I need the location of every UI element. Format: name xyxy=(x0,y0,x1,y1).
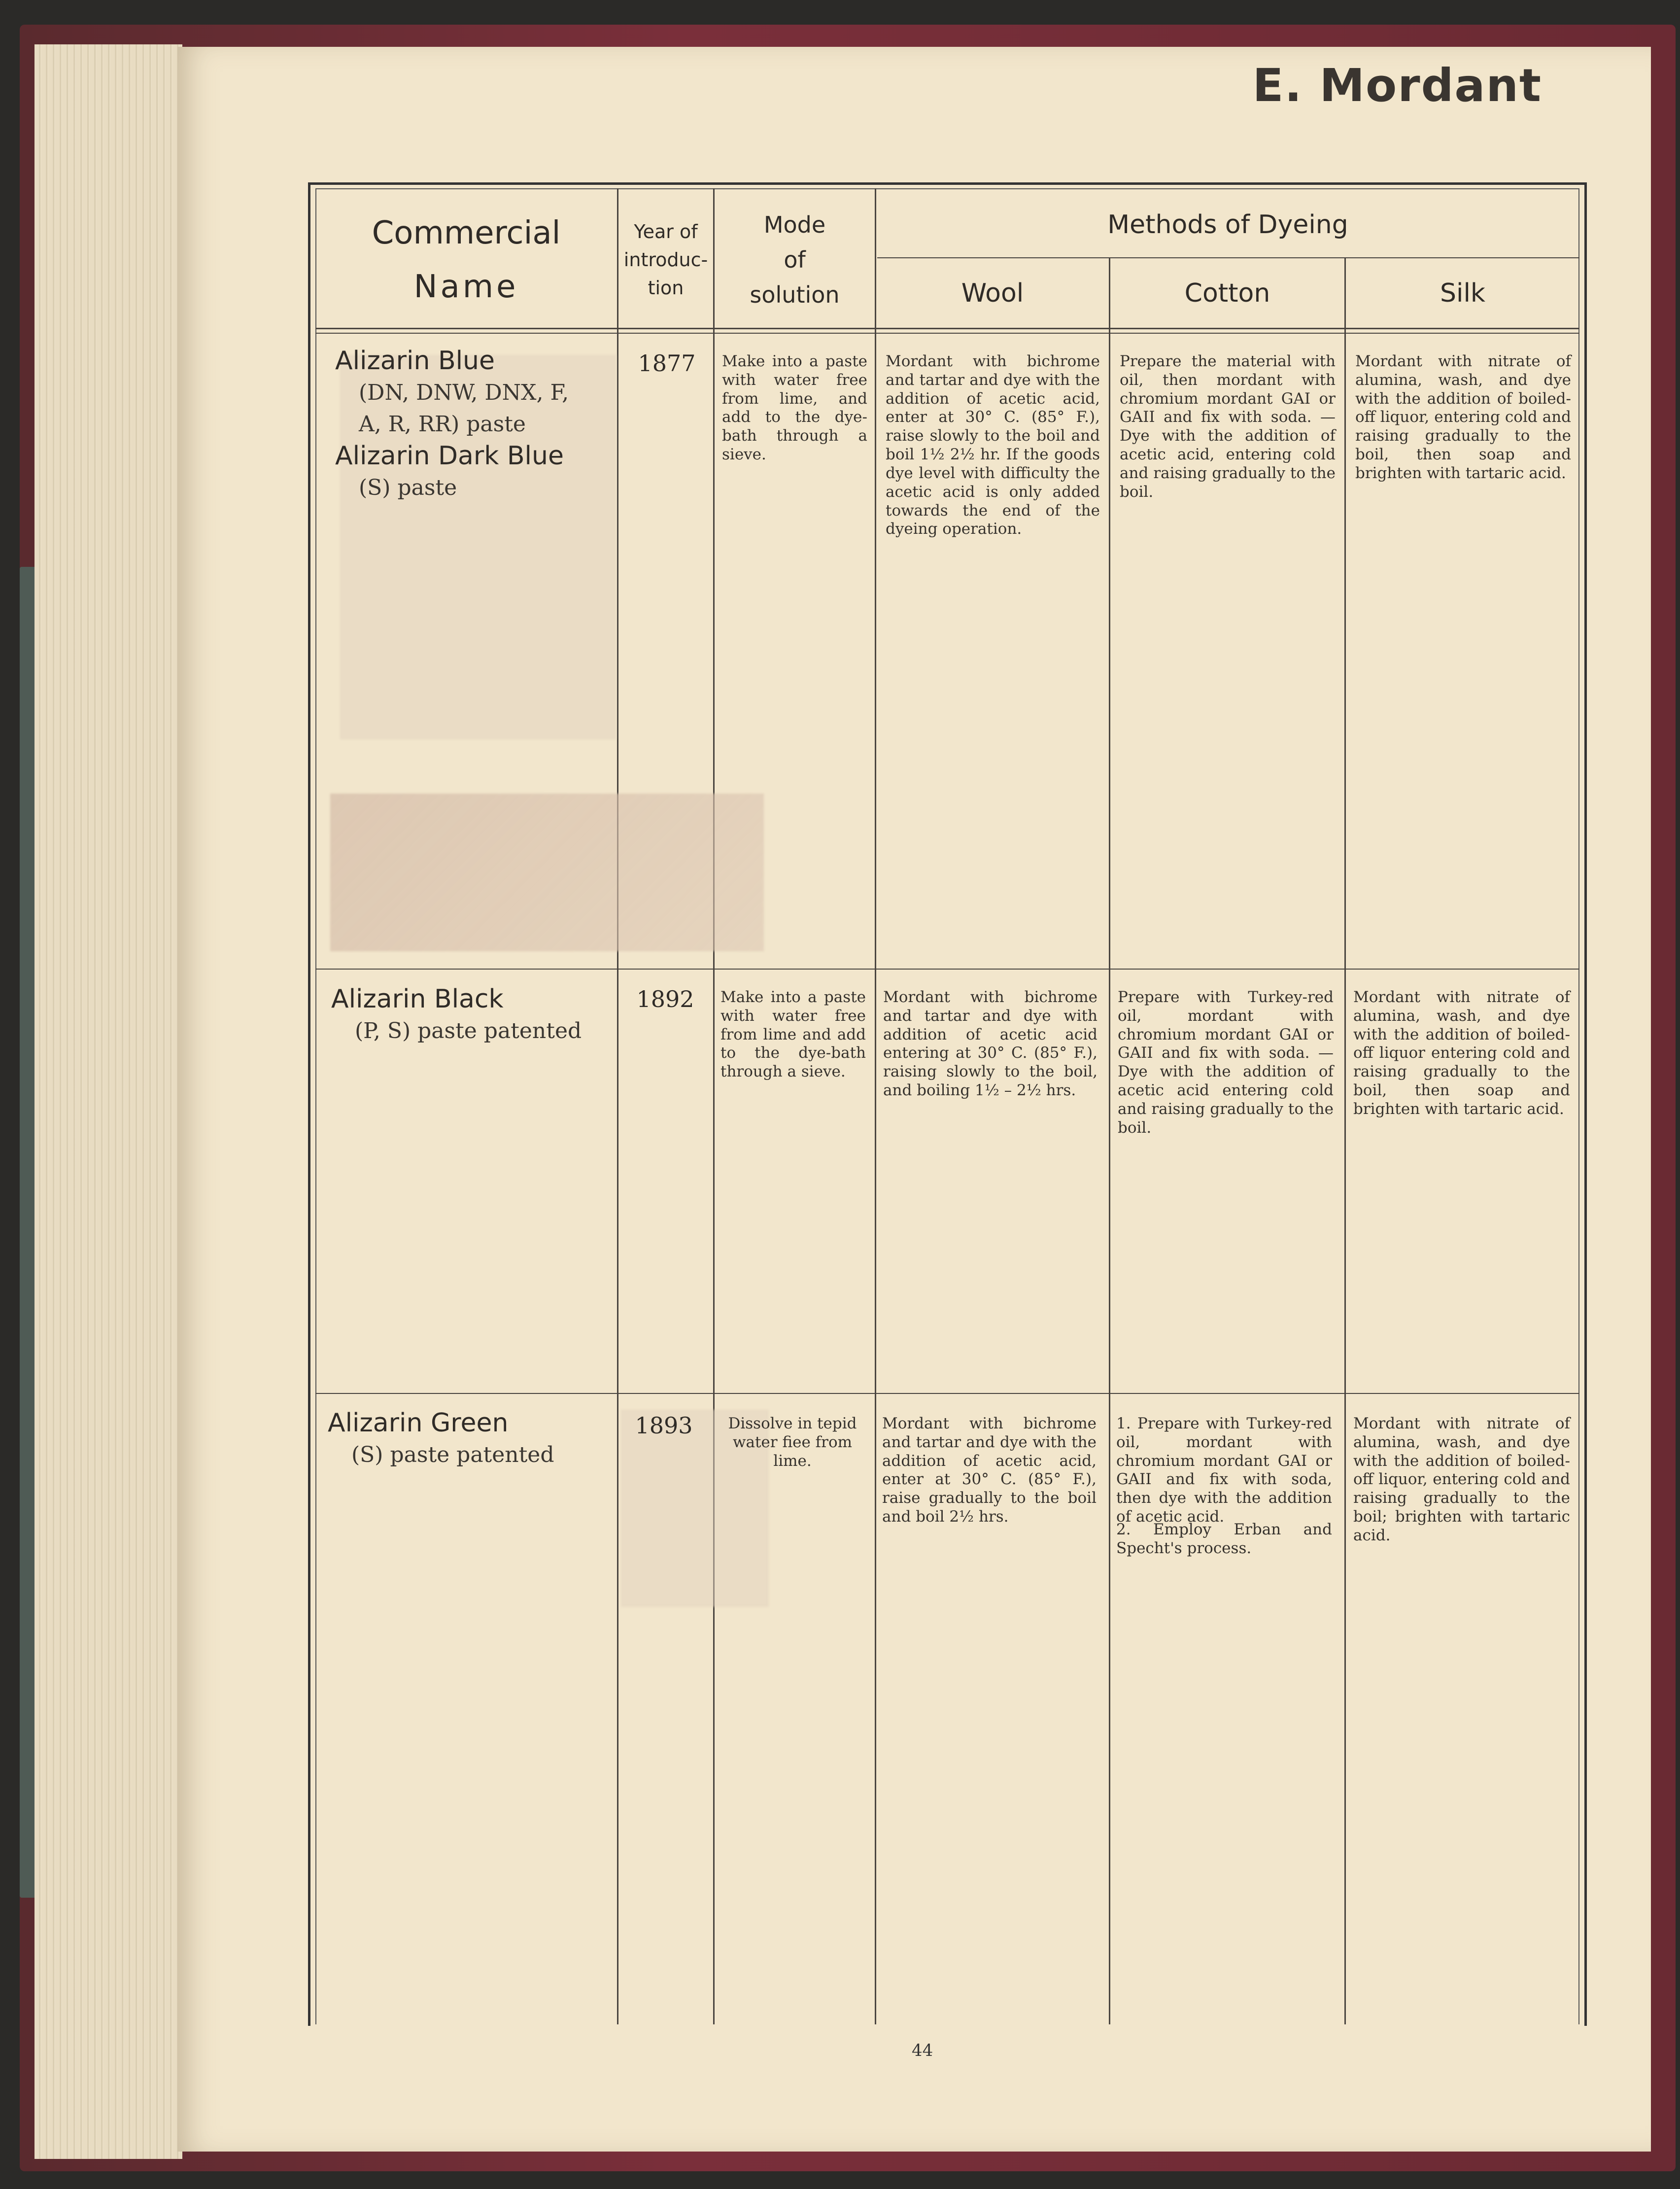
product-variants-cont: A, R, RR) paste xyxy=(359,411,526,437)
product-name: Alizarin Blue xyxy=(335,346,495,376)
product-variants: (P, S) paste patented xyxy=(355,1018,582,1043)
header-commercial-label: Commercial xyxy=(372,214,561,251)
header-wool: Wool xyxy=(961,278,1024,308)
table-row-name-alizarin-black xyxy=(331,983,612,1047)
dye-swatch-blue xyxy=(330,794,764,951)
col-divider-wool xyxy=(1109,257,1110,2024)
header-mode-line1: Mode xyxy=(763,211,826,238)
cotton-method-1: 1. Prepare with Turkey-red oil, mordant with chromium mordant GAI or GAII and fix with soda, then dye with the addition of acetic acid. xyxy=(1116,1415,1332,1526)
year-introduced: 1893 xyxy=(635,1412,693,1439)
cotton-method: Prepare with Turkey-red oil, mordant with chromium mordant GAI or GAII and fix with soda. — Dye with the addition of acetic acid entering cold and raising gradually to the boil. xyxy=(1118,988,1334,1137)
mode-of-solution: Make into a paste with water free from lime, and add to the dye-bath through a sieve. xyxy=(722,352,867,464)
header-year xyxy=(618,192,713,328)
row-separator-2 xyxy=(315,1393,1579,1394)
year-introduced: 1892 xyxy=(636,986,694,1012)
product-name-2: Alizarin Dark Blue xyxy=(335,441,564,471)
header-cotton: Cotton xyxy=(1184,278,1270,308)
section-title: E. Mordant xyxy=(1252,59,1542,112)
header-mode-line2: of xyxy=(784,246,806,273)
header-bottom-rule xyxy=(315,328,1579,329)
silk-method: Mordant with nitrate of alumina, wash, and dye with the addition of boiled-off liquor, entering cold and raising gradually to the boil; brighten with tartaric acid. xyxy=(1353,1415,1570,1544)
year-introduced: 1877 xyxy=(638,350,696,377)
silk-method: Mordant with nitrate of alumina, wash, and dye with the addition of boiled-off liquor entering cold and raising gradually to the boil, then soap and brighten with tartaric acid. xyxy=(1353,988,1570,1118)
header-year-line3: tion xyxy=(648,277,684,299)
table-row-name-alizarin-blue xyxy=(335,345,611,503)
header-mode-line3: solution xyxy=(750,281,840,309)
page-number: 44 xyxy=(912,2041,933,2060)
header-year-line2: introduc- xyxy=(623,249,708,271)
col-divider-name xyxy=(617,188,618,2024)
table-row-name-alizarin-green xyxy=(328,1407,611,1471)
header-bottom-rule-2 xyxy=(315,333,1579,334)
row-separator-1 xyxy=(315,969,1579,970)
col-divider-mode xyxy=(875,188,876,2024)
methods-subheader-rule xyxy=(877,257,1579,258)
mode-of-solution: Dissolve in tepid water fiee from lime. xyxy=(728,1415,857,1470)
header-silk: Silk xyxy=(1440,278,1485,308)
product-variants: (DN, DNW, DNX, F, xyxy=(359,380,569,405)
cotton-method: Prepare the material with oil, then mordant with chromium mordant GAI or GAII and fix with soda. — Dye with the addition of acetic acid, entering cold and raising gradually to the boil. xyxy=(1120,352,1336,501)
product-name: Alizarin Black xyxy=(331,984,504,1014)
header-methods-of-dyeing: Methods of Dyeing xyxy=(1107,210,1348,240)
page-stack-edges xyxy=(34,44,182,2159)
header-commercial-name xyxy=(315,192,617,328)
wool-method: Mordant with bichrome and tartar and dye with addition of acetic acid entering at 30° C. (85° F.), raising slowly to the boil, and boiling 1½ – 2½ hrs. xyxy=(883,988,1097,1100)
wool-method: Mordant with bichrome and tartar and dye with the addition of acetic acid, enter at 30° C. (85° F.), raise gradually to the boil and boil 2½ hrs. xyxy=(882,1415,1097,1526)
product-variants-2: (S) paste xyxy=(359,475,457,500)
product-name: Alizarin Green xyxy=(328,1408,509,1438)
header-year-line1: Year of xyxy=(634,221,698,243)
mode-of-solution: Make into a paste with water free from lime and add to the dye-bath through a sieve. xyxy=(720,988,866,1081)
wool-method: Mordant with bichrome and tartar and dye with the addition of acetic acid, enter at 30° C. (85° F.), raise slowly to the boil and boil 1½ 2½ hr. If the goods dye level with difficulty the acetic acid is only added towards the end of the dyeing operation. xyxy=(886,352,1100,538)
header-mode xyxy=(715,192,875,328)
header-name-label: Name xyxy=(413,268,519,305)
product-variants: (S) paste patented xyxy=(351,1442,554,1467)
cotton-method-2: 2. Employ Erban and Specht's process. xyxy=(1116,1521,1332,1557)
silk-method: Mordant with nitrate of alumina, wash, and dye with the addition of boiled-off liquor, entering cold and raising gradually to the boil, then soap and brighten with tartaric acid. xyxy=(1355,352,1571,482)
col-divider-cotton xyxy=(1344,257,1346,2024)
col-divider-year xyxy=(713,188,715,2024)
